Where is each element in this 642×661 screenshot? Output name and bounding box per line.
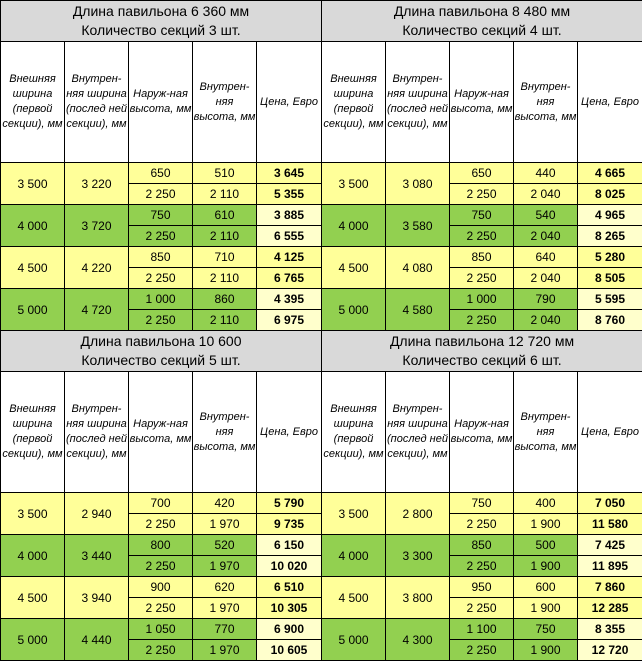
inner-height-cell: 400: [514, 493, 578, 514]
block-title-sections: Количество секций 3 шт.: [1, 21, 321, 40]
inner-height-cell: 1 900: [514, 640, 578, 661]
inner-width-cell: 2 940: [65, 493, 129, 535]
outer-height-cell: 750: [450, 493, 514, 514]
price-cell: 6 555: [257, 226, 322, 247]
price-cell: 3 645: [257, 163, 322, 184]
table-row: [1, 577, 322, 598]
table-row: [322, 247, 642, 268]
header-row: [1, 372, 322, 493]
price-cell: 5 595: [578, 289, 642, 310]
header-inner-height: Внутрен-няя высота, мм: [193, 372, 257, 493]
outer-width-cell: 3 500: [322, 163, 386, 205]
table-row: [322, 205, 642, 226]
outer-height-cell: 2 250: [450, 598, 514, 619]
outer-width-cell: 4 500: [322, 577, 386, 619]
price-cell: 6 975: [257, 310, 322, 331]
inner-height-cell: 1 900: [514, 556, 578, 577]
outer-height-cell: 2 250: [129, 184, 193, 205]
price-cell: 4 965: [578, 205, 642, 226]
block-title: [322, 331, 642, 372]
outer-height-cell: 2 250: [450, 514, 514, 535]
price-cell: 5 355: [257, 184, 322, 205]
outer-height-cell: 750: [450, 205, 514, 226]
outer-height-cell: 2 250: [129, 514, 193, 535]
header-inner-width: Внутрен-няя ширина (послед ней секции), мм: [65, 372, 129, 493]
block-title-length: Длина павильона 8 480 мм: [322, 2, 642, 21]
inner-width-cell: 3 940: [65, 577, 129, 619]
inner-width-cell: 4 440: [65, 619, 129, 661]
price-cell: 8 265: [578, 226, 642, 247]
outer-height-cell: 850: [450, 247, 514, 268]
price-cell: 8 355: [578, 619, 642, 640]
price-cell: 10 020: [257, 556, 322, 577]
price-cell: 6 510: [257, 577, 322, 598]
header-outer-height: Наруж-ная высота, мм: [450, 42, 514, 163]
outer-width-cell: 3 500: [1, 493, 65, 535]
title-row: [1, 1, 322, 42]
price-cell: 6 765: [257, 268, 322, 289]
table-row: [1, 163, 322, 184]
price-cell: 7 425: [578, 535, 642, 556]
price-cell: 8 025: [578, 184, 642, 205]
outer-width-cell: 4 000: [1, 535, 65, 577]
outer-width-cell: 5 000: [322, 289, 386, 331]
outer-height-cell: 2 250: [450, 556, 514, 577]
price-cell: 12 285: [578, 598, 642, 619]
inner-width-cell: 3 720: [65, 205, 129, 247]
outer-height-cell: 2 250: [129, 268, 193, 289]
header-outer-width: Внешняя ширина (первой секции), мм: [1, 372, 65, 493]
outer-width-cell: 3 500: [322, 493, 386, 535]
inner-width-cell: 3 440: [65, 535, 129, 577]
outer-height-cell: 1 000: [450, 289, 514, 310]
inner-height-cell: 2 040: [514, 268, 578, 289]
header-outer-height: Наруж-ная высота, мм: [129, 42, 193, 163]
inner-height-cell: 1 970: [193, 640, 257, 661]
price-cell: 5 790: [257, 493, 322, 514]
header-inner-height: Внутрен-няя высота, мм: [514, 372, 578, 493]
outer-height-cell: 2 250: [129, 640, 193, 661]
table-row: [1, 247, 322, 268]
pavilion-block-6360: [0, 0, 321, 330]
inner-height-cell: 600: [514, 577, 578, 598]
header-inner-height: Внутрен-няя высота, мм: [514, 42, 578, 163]
header-outer-height: Наруж-ная высота, мм: [129, 372, 193, 493]
inner-height-cell: 2 040: [514, 226, 578, 247]
table-row: [1, 535, 322, 556]
price-cell: 12 720: [578, 640, 642, 661]
outer-height-cell: 950: [450, 577, 514, 598]
inner-height-cell: 2 110: [193, 184, 257, 205]
outer-height-cell: 1 100: [450, 619, 514, 640]
outer-height-cell: 2 250: [450, 310, 514, 331]
outer-width-cell: 5 000: [1, 289, 65, 331]
outer-height-cell: 850: [129, 247, 193, 268]
block-title: [1, 1, 322, 42]
price-cell: 8 760: [578, 310, 642, 331]
price-cell: 10 305: [257, 598, 322, 619]
block-title-sections: Количество секций 5 шт.: [1, 351, 321, 370]
outer-width-cell: 4 500: [1, 577, 65, 619]
outer-width-cell: 4 000: [1, 205, 65, 247]
price-cell: 5 280: [578, 247, 642, 268]
inner-height-cell: 500: [514, 535, 578, 556]
inner-width-cell: 4 720: [65, 289, 129, 331]
header-inner-width: Внутрен-няя ширина (послед ней секции), мм: [386, 372, 450, 493]
outer-height-cell: 2 250: [129, 556, 193, 577]
outer-width-cell: 5 000: [1, 619, 65, 661]
header-inner-height: Внутрен-няя высота, мм: [193, 42, 257, 163]
price-cell: 11 580: [578, 514, 642, 535]
inner-height-cell: 1 970: [193, 598, 257, 619]
pavilion-block-10600: [0, 330, 321, 660]
outer-width-cell: 4 500: [1, 247, 65, 289]
price-cell: 3 885: [257, 205, 322, 226]
inner-height-cell: 710: [193, 247, 257, 268]
inner-height-cell: 520: [193, 535, 257, 556]
inner-height-cell: 770: [193, 619, 257, 640]
outer-height-cell: 2 250: [129, 226, 193, 247]
price-cell: 6 150: [257, 535, 322, 556]
price-table: [321, 330, 642, 661]
outer-height-cell: 750: [129, 205, 193, 226]
block-title-length: Длина павильона 12 720 мм: [322, 332, 642, 351]
inner-width-cell: 4 580: [386, 289, 450, 331]
inner-height-cell: 540: [514, 205, 578, 226]
table-row: [322, 289, 642, 310]
price-cell: 7 050: [578, 493, 642, 514]
price-table: [0, 0, 322, 331]
outer-width-cell: 3 500: [1, 163, 65, 205]
price-table: [0, 330, 322, 661]
outer-height-cell: 2 250: [129, 598, 193, 619]
inner-height-cell: 2 110: [193, 226, 257, 247]
inner-height-cell: 610: [193, 205, 257, 226]
outer-height-cell: 700: [129, 493, 193, 514]
table-row: [1, 619, 322, 640]
outer-width-cell: 4 000: [322, 535, 386, 577]
outer-height-cell: 2 250: [450, 184, 514, 205]
price-cell: 6 900: [257, 619, 322, 640]
block-title-length: Длина павильона 6 360 мм: [1, 2, 321, 21]
inner-width-cell: 3 300: [386, 535, 450, 577]
header-price: Цена, Евро: [578, 42, 642, 163]
inner-height-cell: 860: [193, 289, 257, 310]
header-price: Цена, Евро: [257, 372, 322, 493]
outer-height-cell: 800: [129, 535, 193, 556]
pavilion-block-12720: [321, 330, 642, 660]
header-outer-height: Наруж-ная высота, мм: [450, 372, 514, 493]
block-title: [1, 331, 322, 372]
inner-height-cell: 2 040: [514, 310, 578, 331]
inner-height-cell: 2 110: [193, 268, 257, 289]
inner-width-cell: 4 300: [386, 619, 450, 661]
header-row: [322, 42, 642, 163]
block-title-sections: Количество секций 6 шт.: [322, 351, 642, 370]
table-row: [322, 619, 642, 640]
outer-width-cell: 5 000: [322, 619, 386, 661]
header-inner-width: Внутрен-няя ширина (послед ней секции), мм: [65, 42, 129, 163]
outer-height-cell: 900: [129, 577, 193, 598]
outer-width-cell: 4 000: [322, 205, 386, 247]
outer-height-cell: 1 050: [129, 619, 193, 640]
header-outer-width: Внешняя ширина (первой секции), мм: [322, 372, 386, 493]
title-row: [322, 331, 642, 372]
price-cell: 11 895: [578, 556, 642, 577]
block-title: [322, 1, 642, 42]
price-cell: 4 395: [257, 289, 322, 310]
inner-height-cell: 2 040: [514, 184, 578, 205]
title-row: [322, 1, 642, 42]
inner-width-cell: 4 220: [65, 247, 129, 289]
table-row: [1, 493, 322, 514]
inner-width-cell: 3 080: [386, 163, 450, 205]
inner-height-cell: 750: [514, 619, 578, 640]
inner-height-cell: 1 900: [514, 598, 578, 619]
header-outer-width: Внешняя ширина (первой секции), мм: [322, 42, 386, 163]
table-row: [322, 535, 642, 556]
inner-height-cell: 420: [193, 493, 257, 514]
outer-height-cell: 2 250: [450, 268, 514, 289]
table-row: [322, 493, 642, 514]
inner-height-cell: 2 110: [193, 310, 257, 331]
outer-height-cell: 2 250: [129, 310, 193, 331]
header-inner-width: Внутрен-няя ширина (послед ней секции), мм: [386, 42, 450, 163]
price-cell: 9 735: [257, 514, 322, 535]
header-row: [322, 372, 642, 493]
inner-height-cell: 1 900: [514, 514, 578, 535]
price-cell: 10 605: [257, 640, 322, 661]
header-outer-width: Внешняя ширина (первой секции), мм: [1, 42, 65, 163]
inner-width-cell: 3 220: [65, 163, 129, 205]
price-cell: 4 665: [578, 163, 642, 184]
outer-height-cell: 1 000: [129, 289, 193, 310]
outer-width-cell: 4 500: [322, 247, 386, 289]
price-cell: 7 860: [578, 577, 642, 598]
inner-height-cell: 640: [514, 247, 578, 268]
inner-height-cell: 1 970: [193, 514, 257, 535]
outer-height-cell: 650: [450, 163, 514, 184]
inner-height-cell: 1 970: [193, 556, 257, 577]
outer-height-cell: 2 250: [450, 640, 514, 661]
price-table: [321, 0, 642, 331]
table-row: [322, 163, 642, 184]
price-cell: 8 505: [578, 268, 642, 289]
title-row: [1, 331, 322, 372]
table-row: [1, 289, 322, 310]
outer-height-cell: 2 250: [450, 226, 514, 247]
inner-height-cell: 440: [514, 163, 578, 184]
header-price: Цена, Евро: [257, 42, 322, 163]
outer-height-cell: 650: [129, 163, 193, 184]
inner-height-cell: 790: [514, 289, 578, 310]
inner-width-cell: 3 800: [386, 577, 450, 619]
inner-width-cell: 2 800: [386, 493, 450, 535]
inner-width-cell: 3 580: [386, 205, 450, 247]
block-title-length: Длина павильона 10 600: [1, 332, 321, 351]
table-row: [322, 577, 642, 598]
inner-height-cell: 510: [193, 163, 257, 184]
header-price: Цена, Евро: [578, 372, 642, 493]
pavilion-block-8480: [321, 0, 642, 330]
price-cell: 4 125: [257, 247, 322, 268]
outer-height-cell: 850: [450, 535, 514, 556]
header-row: [1, 42, 322, 163]
inner-height-cell: 620: [193, 577, 257, 598]
inner-width-cell: 4 080: [386, 247, 450, 289]
block-title-sections: Количество секций 4 шт.: [322, 21, 642, 40]
table-row: [1, 205, 322, 226]
